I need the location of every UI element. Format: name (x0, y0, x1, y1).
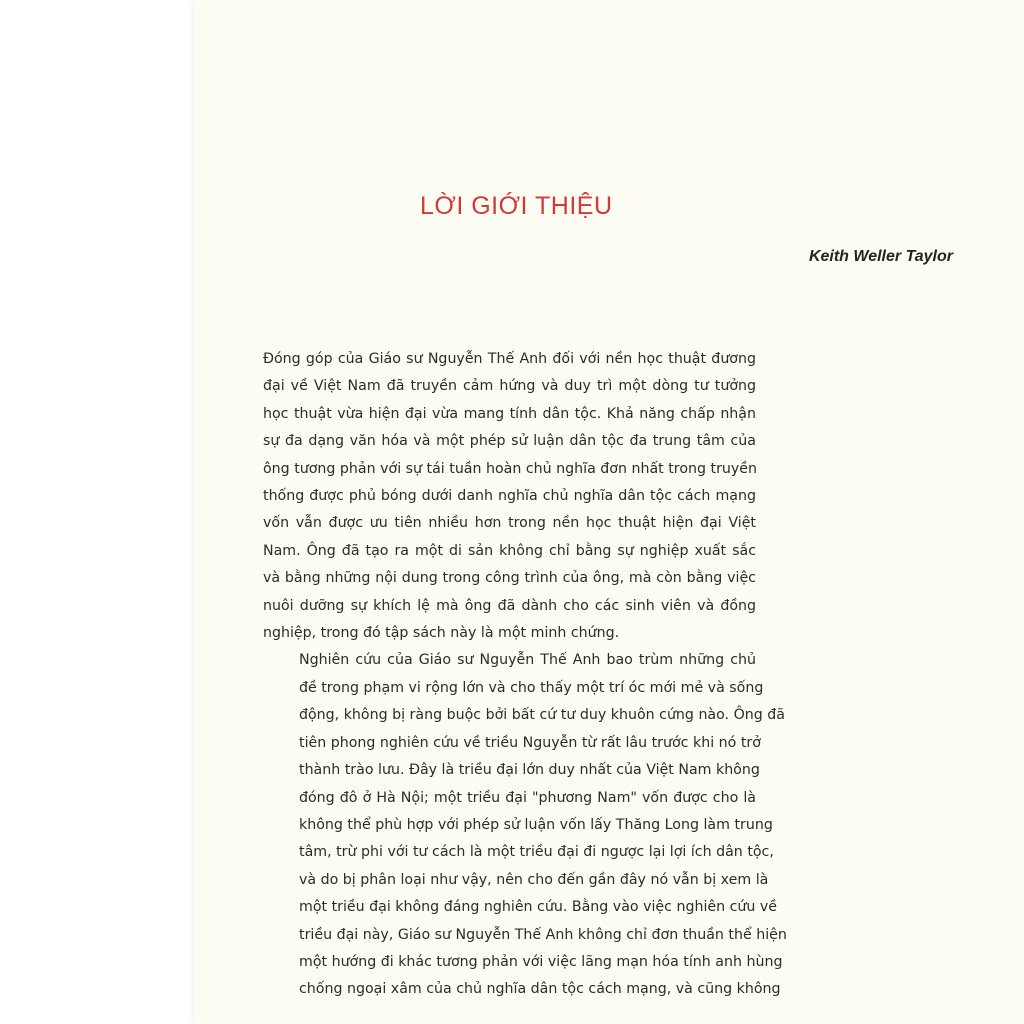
text-line: ông tương phản với sự tái tuần hoàn chủ nghĩa đơn nhất trong truyền (263, 460, 758, 477)
text-line: vốn vẫn được ưu tiên nhiều hơn trong nền học thuật hiện đại Việt (263, 515, 756, 532)
text-line: nghiệp, trong đó tập sách này là một minh chứng. (263, 625, 620, 642)
text-line: tiên phong nghiên cứu về triều Nguyễn từ rất lâu trước khi nó trở (299, 734, 761, 751)
text-line: sự đa dạng văn hóa và một phép sử luận dân tộc đa trung tâm của (263, 433, 756, 450)
book-page (195, 0, 1024, 1024)
text-line: Đóng góp của Giáo sư Nguyễn Thế Anh đối với nền học thuật đương (263, 351, 756, 367)
text-line: thành trào lưu. Đây là triều đại lớn duy nhất của Việt Nam không (299, 762, 760, 779)
text-line: và do bị phân loại như vậy, nên cho đến gần đây nó vẫn bị xem là (299, 871, 769, 888)
text-line: và bằng những nội dung trong công trình của ông, mà còn bằng việc (263, 570, 756, 587)
text-line: Nam. Ông đã tạo ra một di sản không chỉ bằng sự nghiệp xuất sắc (263, 542, 756, 559)
paragraph-2 (263, 647, 787, 1003)
text-line: một triều đại không đáng nghiên cứu. Bằng vào việc nghiên cứu về (299, 899, 778, 916)
author-name: Keith Weller Taylor (808, 248, 953, 265)
text-line: tâm, trừ phi với tư cách là một triều đại đi ngược lại lợi ích dân tộc, (299, 844, 774, 861)
text-line: học thuật vừa hiện đại vừa mang tính dân tộc. Khả năng chấp nhận (263, 405, 756, 422)
text-line: nuôi dưỡng sự khích lệ mà ông đã dành cho các sinh viên và đồng (263, 597, 756, 614)
text-line: chống ngoại xâm của chủ nghĩa dân tộc cách mạng, và cũng không (299, 981, 781, 998)
text-line: đóng đô ở Hà Nội; một triều đại "phương Nam" vốn được cho là (299, 789, 756, 806)
paragraph-1 (263, 346, 756, 647)
text-line: không thể phù hợp với phép sử luận vốn lấy Thăng Long làm trung (299, 816, 773, 833)
text-line: thống được phủ bóng dưới danh nghĩa chủ nghĩa dân tộc cách mạng (263, 488, 756, 505)
chapter-title: LỜI GIỚI THIỆU (420, 192, 613, 220)
text-line: đề trong phạm vi rộng lớn và cho thấy một trí óc mới mẻ và sống (299, 679, 764, 696)
text-line: Nghiên cứu của Giáo sư Nguyễn Thế Anh bao trùm những chủ (299, 652, 756, 669)
text-line: động, không bị ràng buộc bởi bất cứ tư duy khuôn cứng nào. Ông đã (299, 707, 785, 724)
text-line: một hướng đi khác tương phản với việc lãng mạn hóa tính anh hùng (299, 953, 783, 970)
text-line: triều đại này, Giáo sư Nguyễn Thế Anh không chỉ đơn thuần thể hiện (299, 926, 787, 943)
text-line: đại về Việt Nam đã truyền cảm hứng và duy trì một dòng tư tưởng (263, 378, 756, 395)
body-text (263, 346, 787, 1004)
